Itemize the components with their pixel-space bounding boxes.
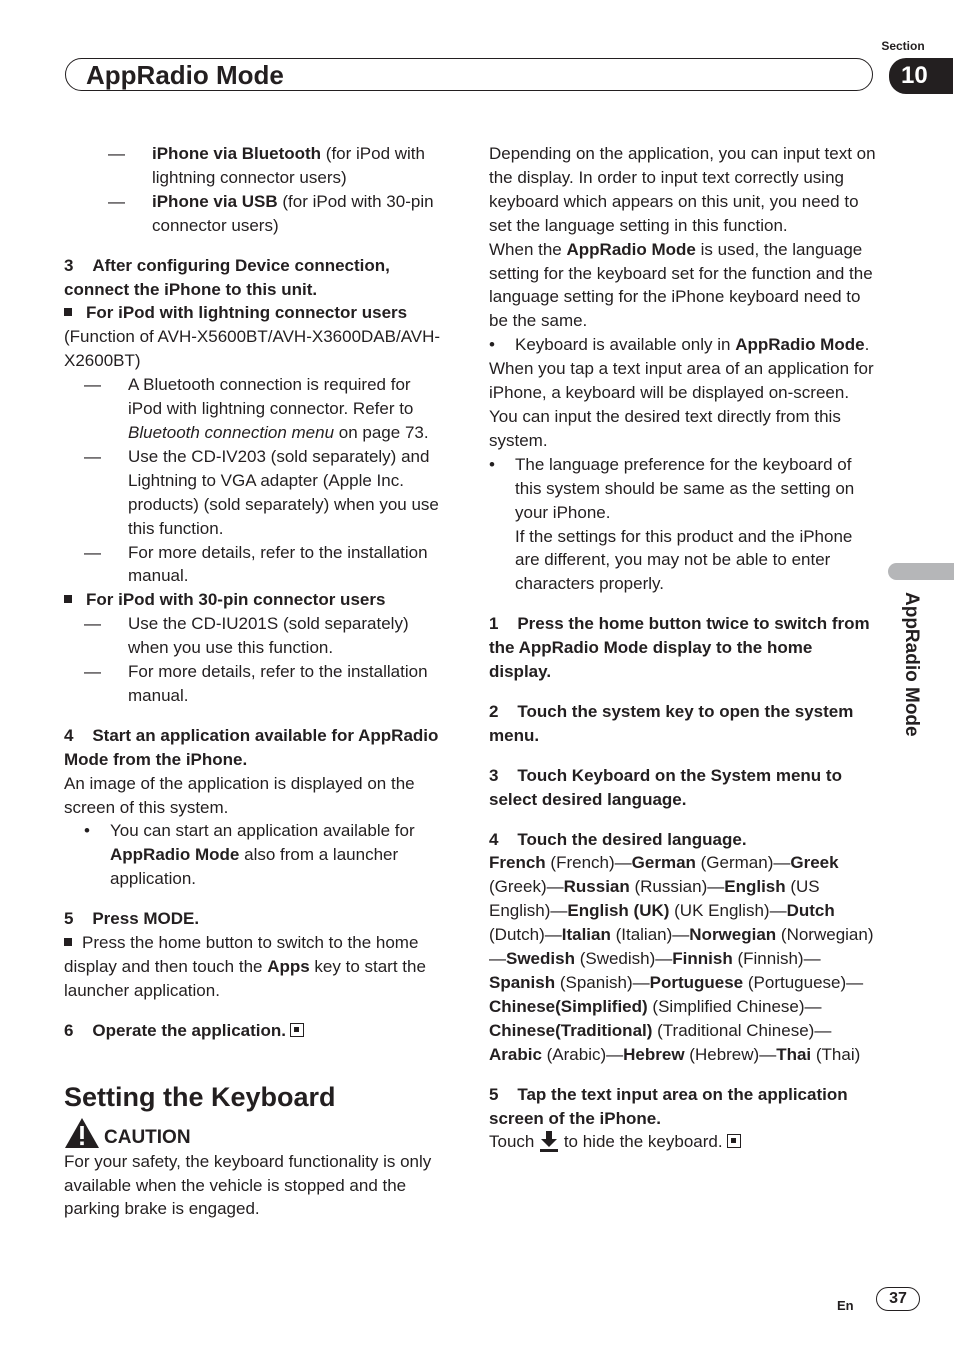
- subheading-text: For iPod with lightning connector users: [86, 303, 408, 323]
- tap-paragraph: When you tap a text input area of an application for iPhone, a keyboard will be displayed on-screen. You can input the desired text directly from this system.: [489, 359, 874, 450]
- hide-keyboard-note: [489, 1130, 879, 1154]
- step-2-heading: 2 Touch the system key to open the system menu.: [489, 701, 854, 745]
- dash-item-text: Use the CD-IU201S (sold separately) when you use this function.: [128, 614, 409, 658]
- dash-item-text: For more details, refer to the installation manual.: [128, 542, 428, 586]
- body-text: When the: [489, 239, 567, 259]
- bullet-item: • You can start an application available for AppRadio Mode also from a launcher application.: [84, 821, 415, 889]
- language-note: [489, 238, 879, 334]
- page-title: AppRadio Mode: [86, 60, 284, 90]
- language-native-name: (Russian): [629, 877, 708, 897]
- dash-item-ref: Bluetooth connection menu: [128, 422, 335, 442]
- end-of-section-icon: [290, 1023, 304, 1037]
- hide-keyboard-icon: [539, 1130, 559, 1152]
- language-option: Spanish: [489, 973, 556, 992]
- side-tab-label: AppRadio Mode: [901, 592, 922, 737]
- language-separator: —: [546, 877, 564, 897]
- language-option: Chinese(Traditional): [489, 1020, 653, 1040]
- language-option: Italian: [561, 925, 611, 945]
- language-option: Russian: [563, 877, 630, 897]
- subheading-text: For iPod with 30-pin connector users: [86, 590, 386, 610]
- language-option: Finnish: [672, 949, 733, 969]
- language-option: Norwegian: [689, 925, 777, 945]
- language-separator: —: [814, 1020, 832, 1040]
- language-separator: —: [759, 1044, 777, 1064]
- language-separator: —: [614, 853, 632, 873]
- warning-icon: [64, 1117, 100, 1149]
- language-option: Dutch: [786, 901, 835, 921]
- apps-key-label: Apps: [267, 957, 310, 976]
- step-5-heading: 5 Tap the text input area on the application screen of the iPhone.: [489, 1084, 848, 1128]
- language-separator: —: [672, 925, 690, 945]
- language-separator: —: [769, 901, 787, 921]
- body-text: Press the home button to switch to the home display and then touch the: [64, 933, 419, 976]
- language-option: English (UK): [567, 901, 670, 921]
- dash-item-bold: iPhone via Bluetooth: [152, 144, 322, 163]
- end-of-section-icon: [727, 1134, 741, 1148]
- language-option: Greek: [790, 853, 839, 873]
- dash-item-text: on page 73.: [334, 422, 429, 442]
- square-bullet-icon: [64, 595, 72, 603]
- page-number: 37: [876, 1287, 920, 1311]
- language-separator: —: [803, 949, 821, 969]
- language-option: Arabic: [489, 1044, 542, 1064]
- dash-item: — iPhone via Bluetooth (for iPod with lightning connector users): [108, 144, 425, 187]
- step-1-heading: 1 Press the home button twice to switch from the AppRadio Mode display to the home display.: [489, 614, 870, 682]
- intro-paragraph: Depending on the application, you can input text on the display. In order to input text correctly using keyboard which appears on this unit, you need to set the language setting in this function.: [489, 144, 876, 235]
- dash-item: — iPhone via USB (for iPod with 30-pin connector users): [108, 191, 434, 235]
- dash-item: — Use the CD-IU201S (sold separately) when you use this function.: [84, 614, 409, 658]
- language-option: Swedish: [506, 949, 575, 969]
- section-label: Section: [881, 39, 925, 53]
- step-text: 6 Operate the application.: [64, 1020, 286, 1040]
- language-option: English: [724, 877, 786, 897]
- dash-item-text: For more details, refer to the installation manual.: [128, 662, 428, 705]
- language-native-name: (Norwegian): [776, 925, 874, 945]
- caution-body: For your safety, the keyboard functionality is only available when the vehicle is stopped and the parking brake is engaged.: [64, 1151, 432, 1219]
- dash-item: — A Bluetooth connection is required for iPod with lightning connector. Refer to Bluetooth connection menu on page 73.: [84, 375, 429, 442]
- language-native-name: (Hebrew): [684, 1044, 760, 1064]
- language-option: Chinese(Simplified): [489, 996, 648, 1016]
- step-4-heading: 4 Start an application available for AppRadio Mode from the iPhone.: [64, 725, 439, 769]
- step-5-body: [64, 931, 448, 1003]
- language-separator: —: [632, 973, 650, 992]
- section-heading: Setting the Keyboard: [64, 1081, 336, 1112]
- left-column: [64, 142, 448, 1221]
- language-separator: —: [707, 877, 725, 897]
- right-column: [489, 142, 879, 1154]
- subheading-30pin: [64, 588, 448, 612]
- language-native-name: (Swedish): [574, 949, 656, 969]
- dash-item: — For more details, refer to the installation manual.: [84, 542, 428, 586]
- subheading-lightning: [64, 301, 448, 325]
- caution-label: CAUTION: [104, 1126, 191, 1148]
- language-native-name: (US English): [489, 877, 820, 921]
- language-option: French: [489, 853, 546, 873]
- language-option: Portuguese: [649, 973, 744, 992]
- language-native-name: (Portuguese): [743, 973, 847, 992]
- body-text: Touch: [489, 1132, 540, 1152]
- step-4-body: An image of the application is displayed on the screen of this system.: [64, 773, 415, 817]
- language-native-name: (UK English): [669, 901, 770, 921]
- body-text: key to start the launcher application.: [64, 957, 426, 1000]
- language-option: Thai: [776, 1044, 812, 1064]
- mode-name: AppRadio Mode: [566, 239, 696, 259]
- section-number: 10: [889, 58, 953, 94]
- language-native-name: (Finnish): [732, 949, 804, 969]
- side-tab-marker: [888, 563, 954, 580]
- function-note: (Function of AVH-X5600BT/AVH-X3600DAB/AVH-X2600BT): [64, 327, 441, 371]
- bullet-text: Keyboard is available only in: [515, 335, 736, 355]
- step-3-heading: 3 After configuring Device connection, connect the iPhone to this unit.: [64, 255, 390, 299]
- step-3-heading: 3 Touch Keyboard on the System menu to select desired language.: [489, 765, 842, 809]
- square-bullet-icon: [64, 308, 72, 316]
- language-option: German: [631, 853, 696, 873]
- language-native-name: (French): [545, 853, 615, 873]
- step-4-heading: 4 Touch the desired language.: [489, 829, 747, 849]
- dash-item-bold: iPhone via USB: [152, 191, 278, 211]
- language-native-name: (Spanish): [555, 973, 633, 992]
- language-separator: —: [606, 1044, 624, 1064]
- language-separator: —: [773, 853, 791, 873]
- dash-item-text: A Bluetooth connection is required for iPod with lightning connector. Refer to: [128, 375, 414, 419]
- body-text: to hide the keyboard.: [559, 1132, 723, 1152]
- step-6-heading: [64, 1019, 448, 1043]
- language-separator: —: [804, 996, 822, 1016]
- language-native-name: (Italian): [610, 925, 673, 945]
- language-list: [489, 851, 879, 1066]
- dash-item-text: (for iPod with lightning connector users): [152, 144, 425, 187]
- caution-heading: [64, 1117, 448, 1150]
- square-bullet-icon: [64, 938, 72, 946]
- bullet-bold: AppRadio Mode: [735, 335, 865, 355]
- language-native-name: (Simplified Chinese): [647, 996, 805, 1016]
- language-native-name: (Dutch): [489, 925, 545, 945]
- bullet-item: • Keyboard is available only in AppRadio Mode.: [489, 335, 870, 355]
- bullet-text: If the settings for this product and the iPhone are different, you may not be able to enter characters properly.: [515, 526, 853, 594]
- bullet-bold: AppRadio Mode: [110, 845, 240, 865]
- language-separator: —: [489, 949, 506, 969]
- language-native-name: (Arabic): [541, 1044, 607, 1064]
- body-text: is used, the language setting for the keyboard set for the function and the language setting for the iPhone keyboard need to be the same.: [489, 239, 873, 331]
- bullet-text: also from a launcher application.: [110, 845, 399, 889]
- language-separator: —: [544, 925, 562, 945]
- bullet-text: .: [864, 335, 870, 355]
- dash-item-text: Use the CD-IV203 (sold separately) and Lightning to VGA adapter (Apple Inc. products) (sold separately) when you use this function.: [128, 446, 439, 538]
- language-native-name: (Greek): [489, 877, 547, 897]
- bullet-text: You can start an application available for: [110, 821, 415, 841]
- dash-item: — For more details, refer to the installation manual.: [84, 662, 428, 705]
- language-option: Hebrew: [623, 1044, 685, 1064]
- step-5-heading: 5 Press MODE.: [64, 909, 200, 929]
- language-native-name: (German): [695, 853, 774, 873]
- footer-language: En: [837, 1298, 854, 1313]
- dash-item-text: (for iPod with 30-pin connector users): [152, 191, 434, 235]
- language-native-name: (Traditional Chinese): [652, 1020, 815, 1040]
- bullet-text: The language preference for the keyboard of this system should be same as the setting on your iPhone.: [515, 454, 855, 522]
- language-native-name: (Thai): [811, 1044, 861, 1064]
- dash-item: — Use the CD-IV203 (sold separately) and Lightning to VGA adapter (Apple Inc. products) (sold separately) when you use this function.: [84, 446, 439, 538]
- language-separator: —: [846, 973, 864, 992]
- bullet-item: • The language preference for the keyboard of this system should be same as the setting on your iPhone. If the settings for this product and the iPhone are different, you may not be able to enter characters properly.: [489, 454, 855, 594]
- language-separator: —: [550, 901, 568, 921]
- language-separator: —: [655, 949, 673, 969]
